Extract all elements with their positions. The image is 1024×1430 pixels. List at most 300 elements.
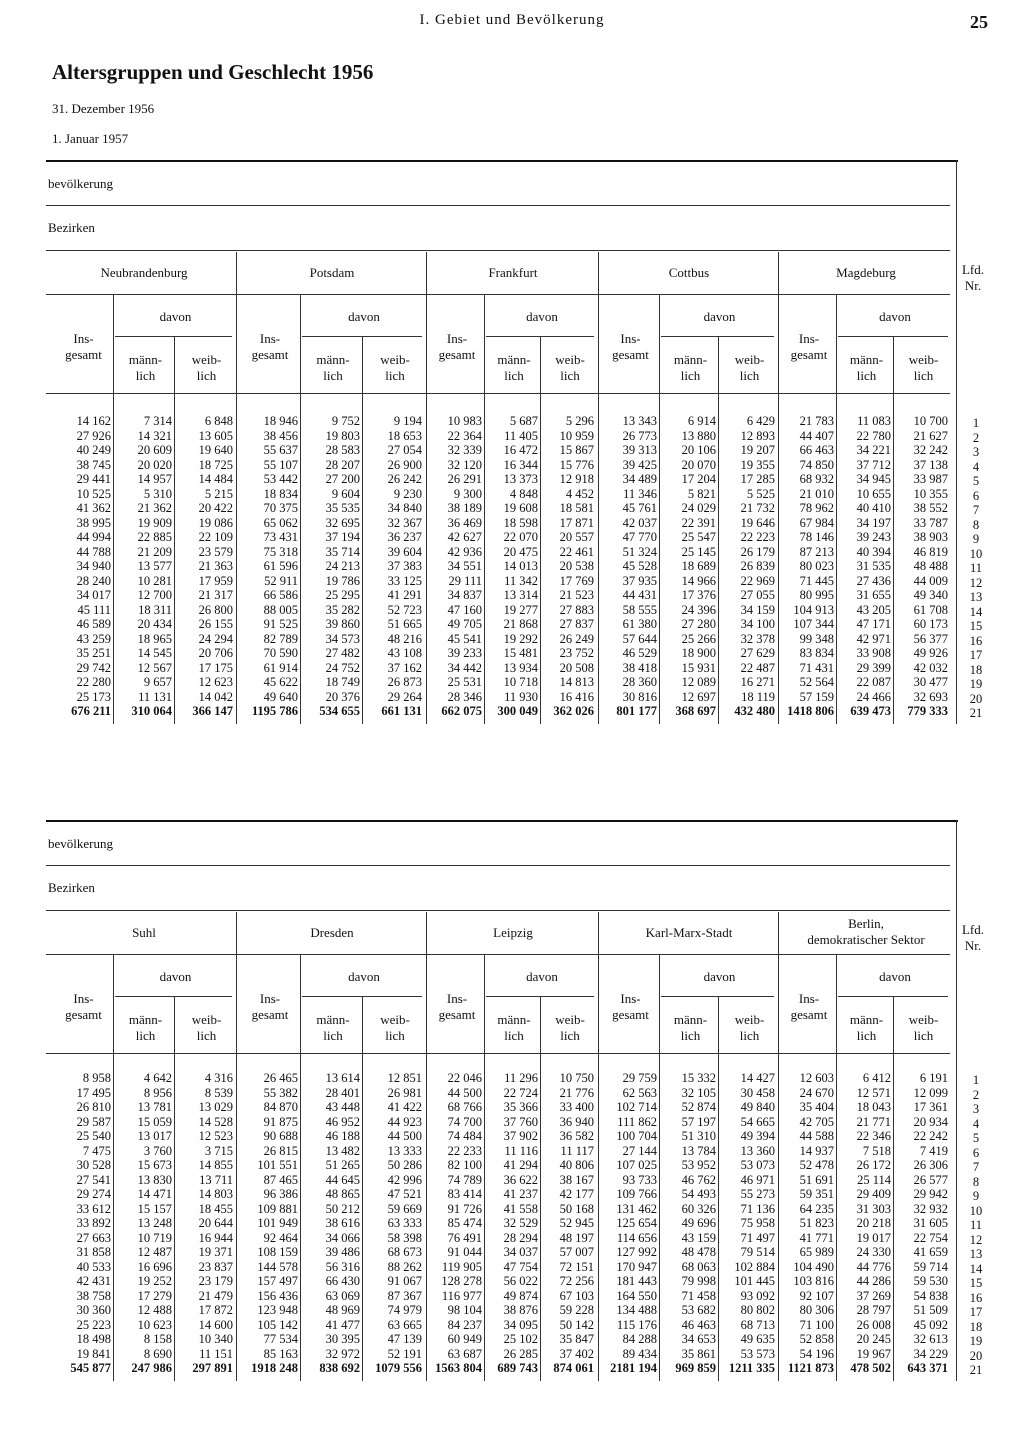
maennlich-value: 16 344 bbox=[503, 457, 538, 472]
maennlich-value: 46 952 bbox=[325, 1114, 360, 1129]
insgesamt-value: 65 989 bbox=[799, 1245, 834, 1259]
maennlich-value: 6 914 bbox=[687, 414, 716, 428]
district-separator bbox=[778, 252, 779, 724]
maennlich-value: 38 616 bbox=[325, 1216, 360, 1230]
maennlich-value: 25 102 bbox=[503, 1332, 538, 1346]
maennlich-value: 22 070 bbox=[503, 530, 538, 544]
insgesamt-value: 54 196 bbox=[799, 1346, 834, 1361]
insgesamt-value: 39 425 bbox=[622, 457, 657, 472]
maennlich-value: 19 017 bbox=[856, 1230, 891, 1245]
weiblich-label-2: lich bbox=[739, 368, 760, 383]
maennlich-total: 534 655 bbox=[319, 704, 360, 718]
insgesamt-value: 61 380 bbox=[622, 617, 657, 631]
insgesamt-value: 44 500 bbox=[447, 1085, 482, 1100]
maennlich-value: 24 466 bbox=[856, 689, 891, 704]
maennlich-value: 35 714 bbox=[325, 544, 360, 559]
district-separator bbox=[598, 912, 599, 1381]
maennlich-label-2: lich bbox=[680, 368, 701, 383]
insgesamt-total: 676 211 bbox=[71, 704, 111, 718]
insgesamt-label-1: Ins- bbox=[446, 991, 468, 1006]
lfd-number: 5 bbox=[972, 474, 980, 488]
maennlich-value: 26 172 bbox=[856, 1158, 891, 1172]
maennlich-value: 12 488 bbox=[137, 1303, 172, 1317]
maennlich-value: 9 604 bbox=[331, 486, 360, 501]
weiblich-label-2: lich bbox=[196, 1028, 217, 1043]
insgesamt-value: 38 456 bbox=[263, 428, 298, 443]
weiblich-total: 874 061 bbox=[553, 1361, 594, 1375]
insgesamt-value: 33 612 bbox=[76, 1201, 111, 1216]
insgesamt-value: 14 162 bbox=[76, 414, 111, 428]
weiblich-value: 93 092 bbox=[740, 1288, 775, 1303]
maennlich-value: 39 860 bbox=[325, 617, 360, 631]
weiblich-value: 60 173 bbox=[913, 617, 948, 631]
insgesamt-value: 134 488 bbox=[616, 1303, 657, 1317]
insgesamt-value: 39 233 bbox=[447, 646, 482, 660]
maennlich-value: 31 655 bbox=[856, 588, 891, 602]
maennlich-value: 34 095 bbox=[503, 1317, 538, 1332]
insgesamt-value: 26 810 bbox=[76, 1100, 111, 1114]
weiblich-value: 14 528 bbox=[198, 1114, 233, 1129]
weiblich-total: 1211 335 bbox=[728, 1361, 775, 1375]
maennlich-value: 44 776 bbox=[856, 1259, 891, 1274]
running-header bbox=[0, 12, 1024, 36]
insgesamt-value: 109 766 bbox=[616, 1187, 657, 1201]
insgesamt-value: 52 478 bbox=[799, 1158, 834, 1172]
lfd-number: 10 bbox=[969, 546, 983, 561]
maennlich-value: 4 642 bbox=[143, 1071, 172, 1085]
insgesamt-value: 73 431 bbox=[263, 530, 298, 544]
weiblich-column bbox=[895, 1071, 948, 1376]
weiblich-value: 41 291 bbox=[387, 588, 422, 602]
insgesamt-value: 26 291 bbox=[447, 472, 482, 486]
insgesamt-value: 45 541 bbox=[447, 631, 482, 646]
insgesamt-value: 47 160 bbox=[447, 602, 482, 617]
maennlich-value: 18 689 bbox=[681, 559, 716, 573]
maennlich-total: 969 859 bbox=[675, 1361, 716, 1375]
insgesamt-value: 111 862 bbox=[617, 1114, 657, 1129]
sub-rule bbox=[46, 910, 950, 911]
insgesamt-value: 22 233 bbox=[447, 1143, 482, 1158]
weiblich-value: 57 007 bbox=[559, 1245, 594, 1259]
weiblich-value: 22 969 bbox=[740, 573, 775, 588]
weiblich-value: 36 940 bbox=[559, 1114, 594, 1129]
weiblich-value: 17 175 bbox=[198, 660, 233, 675]
insgesamt-value: 91 875 bbox=[263, 1114, 298, 1129]
lfd-number: 4 bbox=[972, 459, 980, 474]
weiblich-value: 6 429 bbox=[746, 414, 775, 428]
maennlich-value: 7 518 bbox=[862, 1143, 891, 1158]
maennlich-column bbox=[661, 1071, 716, 1376]
district-name: Suhl bbox=[132, 925, 156, 940]
maennlich-value: 22 885 bbox=[137, 530, 172, 544]
weiblich-value: 17 285 bbox=[740, 472, 775, 486]
insgesamt-value: 37 935 bbox=[622, 573, 657, 588]
insgesamt-value: 51 324 bbox=[622, 544, 657, 559]
weiblich-value: 14 042 bbox=[198, 689, 233, 704]
weiblich-value: 23 179 bbox=[198, 1274, 233, 1288]
weiblich-value: 12 623 bbox=[198, 675, 233, 689]
weiblich-value: 26 800 bbox=[198, 602, 233, 617]
maennlich-value: 19 277 bbox=[503, 602, 538, 617]
weiblich-value: 59 669 bbox=[387, 1201, 422, 1216]
weiblich-value: 18 119 bbox=[741, 689, 775, 704]
weiblich-value: 42 177 bbox=[559, 1187, 594, 1201]
weiblich-value: 63 333 bbox=[387, 1216, 422, 1230]
weiblich-value: 13 711 bbox=[199, 1172, 233, 1187]
maennlich-value: 12 487 bbox=[137, 1245, 172, 1259]
district-name: Frankfurt bbox=[488, 265, 538, 280]
maennlich-total: 247 986 bbox=[131, 1361, 172, 1375]
maennlich-value: 34 037 bbox=[503, 1245, 538, 1259]
insgesamt-value: 11 346 bbox=[623, 486, 657, 501]
insgesamt-label-1: Ins- bbox=[620, 331, 641, 346]
insgesamt-value: 30 528 bbox=[76, 1158, 111, 1172]
maennlich-value: 49 874 bbox=[503, 1288, 538, 1303]
lfd-number: 11 bbox=[969, 1218, 983, 1232]
insgesamt-value: 46 589 bbox=[76, 617, 111, 631]
insgesamt-value: 38 758 bbox=[76, 1288, 111, 1303]
weiblich-label-1: weib- bbox=[908, 1012, 939, 1027]
lfd-number: 8 bbox=[972, 517, 980, 532]
insgesamt-value: 91 726 bbox=[447, 1201, 482, 1216]
district-name: Cottbus bbox=[668, 265, 710, 280]
weiblich-value: 14 855 bbox=[198, 1158, 233, 1172]
insgesamt-value: 9 300 bbox=[453, 486, 482, 501]
maennlich-value: 17 279 bbox=[137, 1288, 172, 1303]
weiblich-value: 26 873 bbox=[387, 675, 422, 689]
insgesamt-value: 65 062 bbox=[263, 515, 298, 530]
maennlich-value: 19 252 bbox=[137, 1274, 172, 1288]
insgesamt-label-2: gesamt bbox=[790, 347, 828, 362]
maennlich-value: 53 682 bbox=[681, 1303, 716, 1317]
lfd-number: 1 bbox=[972, 416, 980, 430]
weiblich-value: 3 715 bbox=[204, 1143, 233, 1158]
maennlich-value: 15 481 bbox=[503, 646, 538, 660]
insgesamt-value: 26 773 bbox=[622, 428, 657, 443]
maennlich-value: 12 089 bbox=[681, 675, 716, 689]
insgesamt-value: 29 759 bbox=[622, 1071, 657, 1085]
lfd-header-1: Lfd. bbox=[961, 922, 985, 937]
lfd-number: 17 bbox=[969, 1305, 983, 1319]
insgesamt-value: 115 176 bbox=[616, 1317, 657, 1332]
weiblich-value: 32 378 bbox=[740, 631, 775, 646]
maennlich-value: 46 463 bbox=[681, 1317, 716, 1332]
insgesamt-value: 51 691 bbox=[799, 1172, 834, 1187]
insgesamt-value: 45 111 bbox=[77, 602, 111, 617]
weiblich-label-2: lich bbox=[385, 368, 405, 383]
insgesamt-column bbox=[600, 414, 657, 719]
maennlich-value: 32 529 bbox=[503, 1216, 538, 1230]
insgesamt-value: 116 977 bbox=[441, 1288, 482, 1303]
weiblich-value: 32 367 bbox=[387, 515, 422, 530]
insgesamt-value: 22 364 bbox=[447, 428, 482, 443]
davon-label: davon bbox=[879, 969, 911, 984]
weiblich-value: 23 579 bbox=[198, 544, 233, 559]
maennlich-label-2: lich bbox=[135, 1028, 156, 1043]
lfd-number: 18 bbox=[969, 662, 983, 677]
weiblich-value: 32 613 bbox=[913, 1332, 948, 1346]
lfd-number: 9 bbox=[972, 532, 980, 546]
weiblich-value: 26 242 bbox=[387, 472, 422, 486]
weiblich-value: 20 644 bbox=[198, 1216, 233, 1230]
insgesamt-value: 92 107 bbox=[799, 1288, 834, 1303]
weiblich-value: 21 479 bbox=[198, 1288, 233, 1303]
insgesamt-value: 119 905 bbox=[441, 1259, 482, 1274]
maennlich-value: 13 830 bbox=[137, 1172, 172, 1187]
maennlich-value: 18 749 bbox=[325, 675, 360, 689]
maennlich-value: 31 535 bbox=[856, 559, 891, 573]
maennlich-value: 6 412 bbox=[862, 1071, 891, 1085]
insgesamt-column bbox=[428, 1071, 482, 1376]
weiblich-value: 102 884 bbox=[734, 1259, 775, 1274]
weiblich-value: 33 787 bbox=[913, 515, 948, 530]
weiblich-value: 68 713 bbox=[740, 1317, 775, 1332]
maennlich-value: 32 105 bbox=[681, 1085, 716, 1100]
lfd-header-1: Lfd. bbox=[961, 262, 985, 277]
insgesamt-value: 61 914 bbox=[263, 660, 298, 675]
maennlich-value: 11 116 bbox=[504, 1143, 538, 1158]
weiblich-value: 16 416 bbox=[559, 689, 594, 704]
insgesamt-value: 64 235 bbox=[799, 1201, 834, 1216]
maennlich-value: 56 022 bbox=[503, 1274, 538, 1288]
maennlich-label-1: männ- bbox=[849, 352, 884, 367]
maennlich-value: 14 471 bbox=[137, 1187, 172, 1201]
maennlich-value: 32 695 bbox=[325, 515, 360, 530]
insgesamt-value: 39 313 bbox=[622, 443, 657, 457]
davon-label: davon bbox=[159, 309, 192, 324]
maennlich-value: 13 781 bbox=[137, 1100, 172, 1114]
insgesamt-value: 25 173 bbox=[76, 689, 111, 704]
district-separator bbox=[426, 912, 427, 1381]
insgesamt-value: 22 280 bbox=[76, 675, 111, 689]
maennlich-value: 20 434 bbox=[137, 617, 172, 631]
weiblich-value: 33 987 bbox=[913, 472, 948, 486]
insgesamt-value: 27 144 bbox=[622, 1143, 657, 1158]
insgesamt-value: 55 382 bbox=[263, 1085, 298, 1100]
weiblich-value: 19 207 bbox=[740, 443, 775, 457]
maennlich-value: 7 314 bbox=[143, 414, 172, 428]
maennlich-value: 47 754 bbox=[503, 1259, 538, 1274]
weiblich-value: 47 139 bbox=[387, 1332, 422, 1346]
weiblich-value: 5 215 bbox=[204, 486, 233, 501]
maennlich-value: 43 159 bbox=[681, 1230, 716, 1245]
maennlich-total: 838 692 bbox=[319, 1361, 360, 1375]
district-name-rule bbox=[46, 294, 950, 295]
weiblich-value: 26 839 bbox=[740, 559, 775, 573]
weiblich-value: 53 573 bbox=[740, 1346, 775, 1361]
weiblich-value: 44 009 bbox=[913, 573, 948, 588]
insgesamt-value: 99 348 bbox=[799, 631, 834, 646]
weiblich-value: 26 155 bbox=[198, 617, 233, 631]
weiblich-value: 30 477 bbox=[913, 675, 948, 689]
weiblich-value: 43 108 bbox=[387, 646, 422, 660]
weiblich-total: 643 371 bbox=[907, 1361, 948, 1375]
weiblich-value: 4 316 bbox=[204, 1071, 233, 1085]
lfd-number: 21 bbox=[969, 1363, 983, 1377]
lfd-number: 1 bbox=[972, 1073, 980, 1087]
insgesamt-value: 43 259 bbox=[76, 631, 111, 646]
weiblich-value: 49 635 bbox=[740, 1332, 775, 1346]
insgesamt-value: 93 733 bbox=[622, 1172, 657, 1187]
maennlich-value: 44 286 bbox=[856, 1274, 891, 1288]
weiblich-column bbox=[542, 1071, 594, 1376]
maennlich-value: 24 330 bbox=[856, 1245, 891, 1259]
insgesamt-value: 25 223 bbox=[76, 1317, 111, 1332]
weiblich-value: 12 893 bbox=[740, 428, 775, 443]
insgesamt-total: 1918 248 bbox=[251, 1361, 298, 1375]
maennlich-value: 29 399 bbox=[856, 660, 891, 675]
lfd-number: 6 bbox=[972, 488, 980, 503]
maennlich-value: 53 952 bbox=[681, 1158, 716, 1172]
weiblich-value: 31 605 bbox=[913, 1216, 948, 1230]
weiblich-value: 49 840 bbox=[740, 1100, 775, 1114]
insgesamt-value: 74 700 bbox=[447, 1114, 482, 1129]
insgesamt-value: 92 464 bbox=[263, 1230, 298, 1245]
weiblich-value: 34 100 bbox=[740, 617, 775, 631]
weiblich-total: 366 147 bbox=[192, 704, 233, 718]
weiblich-value: 20 934 bbox=[913, 1114, 948, 1129]
insgesamt-label-2: gesamt bbox=[65, 347, 102, 362]
weiblich-column bbox=[720, 1071, 775, 1376]
insgesamt-value: 49 705 bbox=[447, 617, 482, 631]
lfd-number: 12 bbox=[969, 575, 983, 590]
insgesamt-value: 71 431 bbox=[799, 660, 834, 675]
weiblich-value: 20 706 bbox=[198, 646, 233, 660]
maennlich-value: 56 316 bbox=[325, 1259, 360, 1274]
maennlich-label-2: lich bbox=[323, 1028, 343, 1043]
maennlich-value: 34 066 bbox=[325, 1230, 360, 1245]
weiblich-value: 36 237 bbox=[387, 530, 422, 544]
lfd-number: 14 bbox=[969, 604, 983, 619]
davon-label: davon bbox=[526, 309, 558, 324]
weiblich-value: 12 851 bbox=[387, 1071, 422, 1085]
weiblich-total: 661 131 bbox=[381, 704, 422, 718]
maennlich-value: 14 957 bbox=[137, 472, 172, 486]
district-name-line-1: Berlin, bbox=[848, 916, 884, 931]
maennlich-value: 5 687 bbox=[509, 414, 538, 428]
maennlich-label-2: lich bbox=[323, 368, 343, 383]
insgesamt-value: 27 663 bbox=[76, 1230, 111, 1245]
davon-label: davon bbox=[348, 969, 380, 984]
insgesamt-value: 87 213 bbox=[799, 544, 834, 559]
weiblich-value: 8 539 bbox=[204, 1085, 233, 1100]
weiblich-value: 42 996 bbox=[387, 1172, 422, 1187]
insgesamt-value: 47 770 bbox=[622, 530, 657, 544]
insgesamt-value: 62 563 bbox=[622, 1085, 657, 1100]
maennlich-value: 19 967 bbox=[856, 1346, 891, 1361]
insgesamt-value: 34 489 bbox=[622, 472, 657, 486]
weiblich-value: 12 523 bbox=[198, 1129, 233, 1143]
maennlich-value: 24 752 bbox=[325, 660, 360, 675]
lfd-number: 19 bbox=[969, 1334, 983, 1348]
weiblich-value: 44 923 bbox=[387, 1114, 422, 1129]
lfd-number: 13 bbox=[969, 1247, 983, 1261]
maennlich-column bbox=[302, 414, 360, 719]
weiblich-value: 56 377 bbox=[913, 631, 948, 646]
maennlich-value: 22 391 bbox=[681, 515, 716, 530]
insgesamt-value: 26 465 bbox=[263, 1071, 298, 1085]
weiblich-total: 779 333 bbox=[907, 704, 948, 718]
weiblich-value: 30 458 bbox=[740, 1085, 775, 1100]
maennlich-value: 34 945 bbox=[856, 472, 891, 486]
district-separator bbox=[426, 252, 427, 724]
lfd-number: 6 bbox=[972, 1145, 980, 1160]
insgesamt-value: 74 789 bbox=[447, 1172, 482, 1187]
insgesamt-label-1: Ins- bbox=[73, 331, 94, 346]
insgesamt-value: 103 816 bbox=[793, 1274, 834, 1288]
insgesamt-value: 63 687 bbox=[447, 1346, 482, 1361]
insgesamt-value: 7 475 bbox=[82, 1143, 111, 1158]
maennlich-value: 14 966 bbox=[681, 573, 716, 588]
maennlich-total: 478 502 bbox=[850, 1361, 891, 1375]
insgesamt-value: 80 306 bbox=[799, 1303, 834, 1317]
insgesamt-value: 55 637 bbox=[263, 443, 298, 457]
weiblich-value: 26 179 bbox=[740, 544, 775, 559]
davon-label: davon bbox=[703, 969, 736, 984]
lfd-number: 5 bbox=[972, 1131, 980, 1145]
weiblich-value: 10 355 bbox=[913, 486, 948, 501]
weiblich-value: 12 918 bbox=[559, 472, 594, 486]
maennlich-value: 14 545 bbox=[137, 646, 172, 660]
weiblich-value: 68 673 bbox=[387, 1245, 422, 1259]
maennlich-value: 48 478 bbox=[681, 1245, 716, 1259]
insgesamt-value: 51 823 bbox=[799, 1216, 834, 1230]
insgesamt-value: 74 484 bbox=[447, 1129, 482, 1143]
maennlich-column bbox=[302, 1071, 360, 1376]
lfd-number: 9 bbox=[972, 1189, 980, 1203]
insgesamt-value: 34 017 bbox=[76, 588, 111, 602]
maennlich-value: 21 209 bbox=[137, 544, 172, 559]
maennlich-value: 51 310 bbox=[681, 1129, 716, 1143]
maennlich-value: 40 410 bbox=[856, 501, 891, 515]
weiblich-value: 80 802 bbox=[740, 1303, 775, 1317]
maennlich-value: 13 482 bbox=[325, 1143, 360, 1158]
insgesamt-value: 38 189 bbox=[447, 501, 482, 515]
maennlich-value: 10 281 bbox=[137, 573, 172, 588]
weiblich-value: 24 294 bbox=[198, 631, 233, 646]
weiblich-value: 91 067 bbox=[387, 1274, 422, 1288]
insgesamt-total: 662 075 bbox=[441, 704, 482, 718]
weiblich-column bbox=[364, 1071, 422, 1376]
weiblich-value: 9 194 bbox=[393, 414, 422, 428]
maennlich-value: 15 673 bbox=[137, 1158, 172, 1172]
weiblich-label-1: weib- bbox=[734, 352, 765, 367]
maennlich-value: 10 623 bbox=[137, 1317, 172, 1332]
maennlich-value: 27 280 bbox=[681, 617, 716, 631]
insgesamt-value: 91 525 bbox=[263, 617, 298, 631]
lfd-number: 15 bbox=[969, 1276, 983, 1290]
maennlich-value: 9 657 bbox=[143, 675, 172, 689]
insgesamt-value: 29 274 bbox=[76, 1187, 111, 1201]
weiblich-value: 19 640 bbox=[198, 443, 233, 457]
maennlich-value: 18 598 bbox=[503, 515, 538, 530]
weiblich-value: 51 509 bbox=[913, 1303, 948, 1317]
insgesamt-value: 70 375 bbox=[263, 501, 298, 515]
maennlich-value: 25 295 bbox=[325, 588, 360, 602]
lfd-number: 3 bbox=[972, 445, 980, 459]
maennlich-column bbox=[661, 414, 716, 719]
maennlich-value: 63 069 bbox=[325, 1288, 360, 1303]
insgesamt-value: 53 442 bbox=[263, 472, 298, 486]
insgesamt-value: 88 005 bbox=[263, 602, 298, 617]
weiblich-label-1: weib- bbox=[555, 1012, 585, 1027]
insgesamt-value: 29 587 bbox=[76, 1114, 111, 1129]
weiblich-value: 18 581 bbox=[559, 501, 594, 515]
insgesamt-value: 91 044 bbox=[447, 1245, 482, 1259]
insgesamt-value: 125 654 bbox=[616, 1216, 657, 1230]
maennlich-value: 14 013 bbox=[503, 559, 538, 573]
weiblich-value: 14 427 bbox=[740, 1071, 775, 1085]
